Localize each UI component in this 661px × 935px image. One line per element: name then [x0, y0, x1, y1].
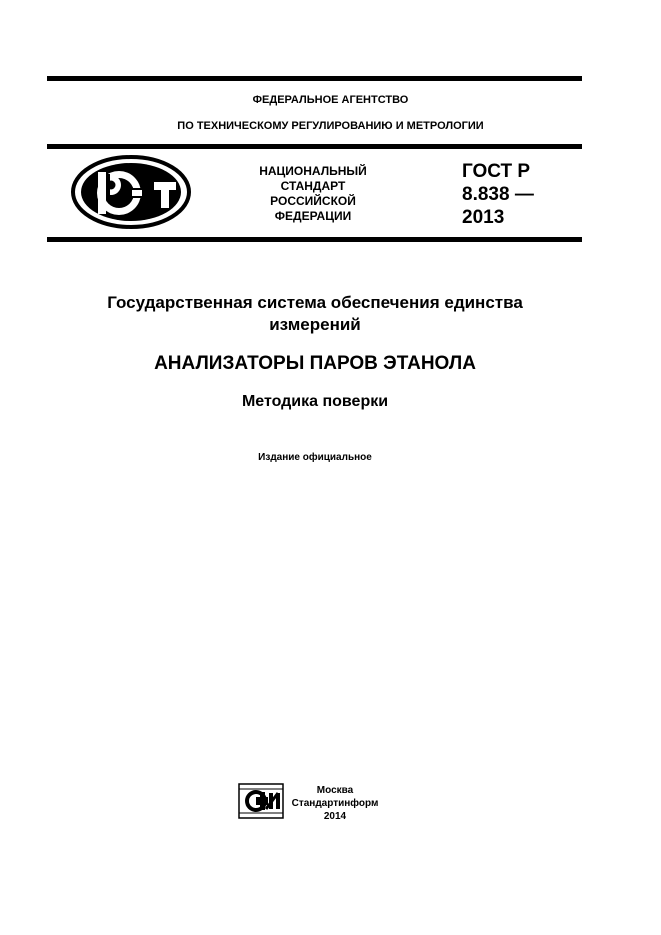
- national-standard-line: РОССИЙСКОЙ: [270, 194, 356, 208]
- standartinform-logo-icon: [238, 783, 284, 819]
- national-standard-line: СТАНДАРТ: [280, 179, 346, 193]
- standard-code-line: ГОСТ Р: [462, 161, 531, 182]
- standard-code-line: 8.838 —: [462, 184, 534, 205]
- publication-year: 2014: [323, 811, 347, 822]
- publisher-city: Москва: [316, 785, 354, 796]
- publisher-name: Стандартинформ: [291, 798, 379, 809]
- agency-name-line2: ПО ТЕХНИЧЕСКОМУ РЕГУЛИРОВАНИЮ И МЕТРОЛОГИИ: [177, 120, 484, 132]
- publisher-block: [290, 784, 380, 823]
- agency-name-line1: ФЕДЕРАЛЬНОЕ АГЕНТСТВО: [252, 94, 409, 106]
- top-rule: [47, 76, 582, 81]
- standard-code-line: 2013: [462, 207, 505, 228]
- national-standard-line: НАЦИОНАЛЬНЫЙ: [259, 164, 367, 178]
- national-standard-line: ФЕДЕРАЦИИ: [274, 209, 352, 223]
- standard-box-bottom-rule: [47, 237, 582, 242]
- document-subtitle: Методика поверки: [241, 393, 389, 410]
- standard-box-top-rule: [47, 144, 582, 149]
- edition-note: Издание официальное: [258, 452, 372, 463]
- document-title: АНАЛИЗАТОРЫ ПАРОВ ЭТАНОЛА: [154, 353, 476, 374]
- series-title: Государственная система обеспечения единства измерений: [107, 293, 523, 334]
- standard-code: [462, 160, 534, 229]
- rst-logo-icon: [70, 154, 192, 230]
- national-standard-label: [238, 164, 388, 224]
